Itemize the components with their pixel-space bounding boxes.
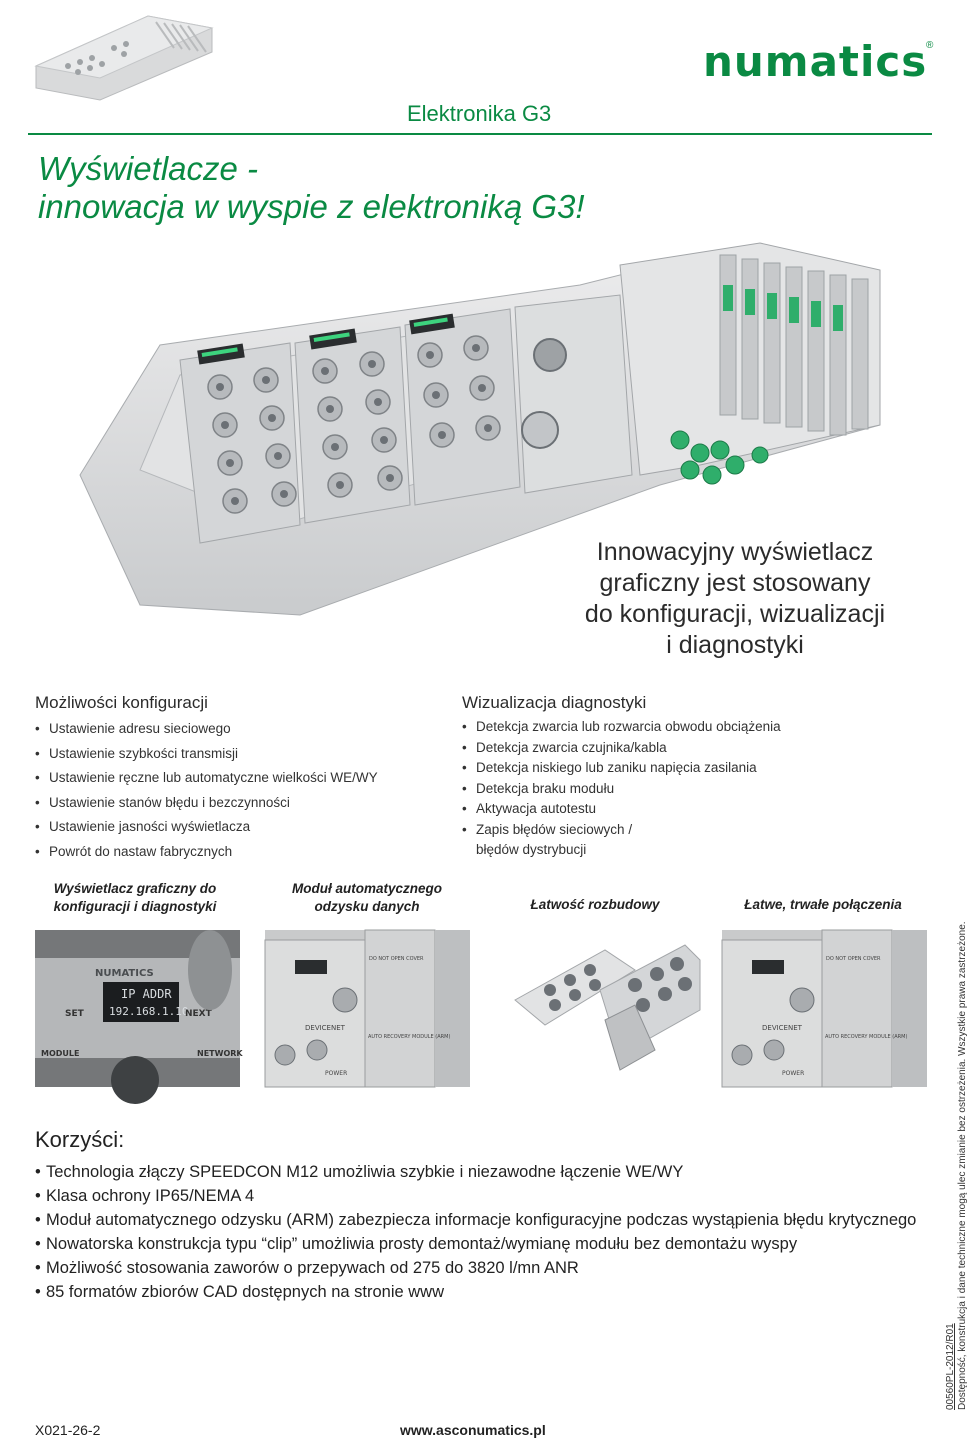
list-item: • Moduł automatycznego odzysku (ARM) zabezpiecza informacje konfiguracyjne podczas wystąpienia błędu krytycznego	[35, 1208, 920, 1232]
website-link[interactable]: www.asconumatics.pl	[400, 1422, 546, 1438]
list-item: • Nowatorska konstrukcja typu “clip” umożliwia prosty demontaż/wymianę modułu bez demontażu wyspy	[35, 1232, 920, 1256]
benefits-heading: Korzyści:	[35, 1127, 125, 1152]
arm-label: AUTO RECOVERY MODULE (ARM)	[825, 1034, 908, 1040]
list-item: • Ustawienie ręczne lub automatyczne wielkości WE/WY	[35, 766, 435, 791]
list-item: • Detekcja braku modułu	[462, 779, 862, 800]
power-label: POWER	[782, 1070, 805, 1077]
tagline-line-1: Innowacyjny wyświetlacz	[596, 538, 874, 566]
list-item: • Klasa ochrony IP65/NEMA 4	[35, 1184, 920, 1208]
caption-line-2: konfiguracji i diagnostyki	[53, 899, 217, 914]
list-item: • Aktywacja autotestu	[462, 799, 862, 820]
display-closeup-photo	[35, 930, 243, 1087]
caption-line-1: Moduł automatycznego	[291, 881, 442, 896]
caption-expansion	[490, 896, 700, 914]
list-item: • Technologia złączy SPEEDCON M12 umożliwia szybkie i niezawodne łączenie WE/WY	[35, 1160, 920, 1184]
headline-line-2: innowacja w wyspie z elektroniką G3!	[38, 188, 585, 225]
side-document-code: 00560PL-2012/R01	[945, 1323, 956, 1410]
side-disclaimer: Dostępność, konstrukcja i dane techniczne mogą ulec zmianie bez ostrzeżenia. Wszystkie prawa zastrzeżone.	[957, 921, 968, 1410]
product-tagline	[540, 537, 930, 661]
brand-logo: numatics	[703, 37, 928, 86]
benefits-list	[35, 1160, 920, 1304]
caption-connections	[718, 896, 928, 914]
document-code: X021-26-2	[35, 1422, 101, 1438]
list-item: • Ustawienie jasności wyświetlacza	[35, 815, 435, 840]
power-label: POWER	[325, 1070, 348, 1077]
list-item-line-2: błędów dystrybucji	[476, 842, 587, 857]
list-item: • Ustawienie stanów błędu i bezczynności	[35, 791, 435, 816]
do-not-open-label: DO NOT OPEN COVER	[826, 956, 881, 962]
page-headline	[38, 150, 698, 226]
devicenet-label: DEVICENET	[762, 1024, 802, 1032]
tagline-line-3: do konfiguracji, wizualizacji	[584, 600, 886, 628]
do-not-open-label: DO NOT OPEN COVER	[369, 956, 424, 962]
caption-line-1: Wyświetlacz graficzny do	[53, 881, 217, 896]
expansion-modules-photo	[495, 930, 700, 1087]
list-item: • Detekcja niskiego lub zaniku napięcia zasilania	[462, 758, 862, 779]
caption-line-2: odzysku danych	[314, 899, 420, 914]
list-item: • Detekcja zwarcia czujnika/kabla	[462, 738, 862, 759]
screen-line-2: 192.168.1.10	[109, 1005, 189, 1018]
headline-line-1: Wyświetlacze -	[38, 150, 259, 187]
configuration-heading: Możliwości konfiguracji	[35, 693, 208, 712]
header-rule	[28, 133, 932, 135]
caption-line: Łatwość rozbudowy	[530, 897, 660, 912]
caption-display	[30, 880, 240, 916]
list-item-line-1: • Zapis błędów sieciowych /	[476, 821, 633, 837]
tagline-line-2: graficzny jest stosowany	[599, 569, 871, 597]
screen-line-1: IP ADDR	[121, 987, 172, 1001]
diagnostics-list	[462, 717, 862, 861]
list-item: • Możliwość stosowania zaworów o przepywach od 275 do 3820 l/mn ANR	[35, 1256, 920, 1280]
network-label: NETWORK	[197, 1049, 243, 1058]
caption-arm	[262, 880, 472, 916]
list-item: • 85 formatów zbiorów CAD dostępnych na stronie www	[35, 1280, 920, 1304]
arm-module-photo	[265, 930, 470, 1087]
list-item: • Detekcja zwarcia lub rozwarcia obwodu obciążenia	[462, 717, 862, 738]
set-label: SET	[65, 1009, 84, 1019]
arm-label: AUTO RECOVERY MODULE (ARM)	[368, 1034, 451, 1040]
side-legal-note	[945, 921, 969, 1410]
list-item	[462, 820, 862, 861]
connections-photo	[722, 930, 927, 1087]
document-subtitle: Elektronika G3	[407, 101, 552, 126]
devicenet-label: DEVICENET	[305, 1024, 345, 1032]
list-item: • Powrót do nastaw fabrycznych	[35, 840, 435, 865]
product-thumbnail-image	[28, 8, 216, 104]
registered-mark: ®	[926, 40, 934, 51]
diagnostics-heading: Wizualizacja diagnostyki	[462, 693, 647, 712]
configuration-list	[35, 717, 435, 865]
photo-brand-text: NUMATICS	[95, 968, 154, 979]
tagline-line-4: i diagnostyki	[666, 631, 804, 659]
next-label: NEXT	[185, 1009, 212, 1019]
module-label: MODULE	[41, 1049, 80, 1058]
list-item: • Ustawienie szybkości transmisji	[35, 742, 435, 767]
list-item: • Ustawienie adresu sieciowego	[35, 717, 435, 742]
caption-line: Łatwe, trwałe połączenia	[744, 897, 902, 912]
